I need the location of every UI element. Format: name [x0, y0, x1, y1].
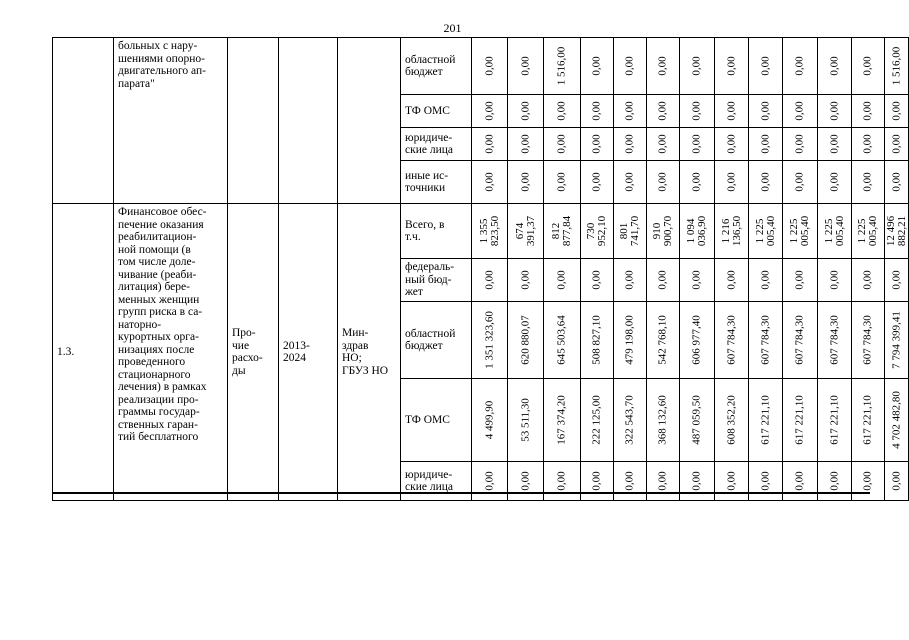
value-text: 1 094 036,90: [685, 215, 708, 247]
description-text: Финансовое обес- печение оказания реабилитацион- ной помощи (в том числе доле- чивание (реаби- литация) бере- менных женщин групп риска в са- наторно- курортных орга- низациях после проведенного стационарного лечения) в рамках реализации про- граммы государ- ственных гаран- тий бесплатного: [118, 206, 207, 443]
value-cell: [472, 259, 508, 302]
value-cell: [680, 128, 715, 161]
value-text: 606 977,40: [690, 315, 703, 365]
value-cell: [783, 204, 818, 259]
value-cell: [818, 38, 852, 95]
value-cell: [614, 259, 647, 302]
value-text: 0,00: [828, 134, 840, 154]
value-cell: [472, 204, 508, 259]
source-cell: [401, 462, 472, 501]
value-text: 0,00: [555, 471, 568, 491]
value-text: 0,00: [590, 172, 603, 192]
value-text: 910 900,70: [651, 215, 674, 247]
value-text: 0,00: [861, 134, 874, 154]
budget-table: [52, 37, 909, 501]
value-text: 0,00: [861, 56, 874, 76]
value-cell: [472, 128, 508, 161]
value-cell: [614, 462, 647, 501]
source-cell: [401, 38, 472, 95]
value-cell: [749, 259, 783, 302]
value-cell: [885, 161, 909, 204]
value-cell: [581, 128, 614, 161]
value-cell: [508, 204, 544, 259]
value-cell: [647, 462, 680, 501]
value-cell: [614, 161, 647, 204]
value-text: 0,00: [890, 134, 902, 154]
value-text: 1 225 005,40: [753, 215, 777, 247]
value-cell: [852, 38, 885, 95]
period-text: 2013- 2024: [283, 339, 310, 364]
value-text: 0,00: [725, 270, 737, 290]
value-cell: [508, 38, 544, 95]
value-cell: [852, 259, 885, 302]
value-cell: [680, 302, 715, 379]
value-text: 4 499,90: [483, 400, 495, 440]
value-cell: [544, 302, 581, 379]
value-cell: [715, 95, 749, 128]
value-cell: [614, 128, 647, 161]
value-cell: [680, 379, 715, 462]
value-text: 0,00: [483, 471, 495, 491]
value-text: 0,00: [793, 56, 806, 76]
description-cell: [114, 204, 228, 501]
value-text: 607 784,30: [725, 315, 737, 365]
value-text: 0,00: [519, 172, 531, 192]
value-text: 0,00: [623, 270, 636, 290]
value-text: 645 503,64: [555, 315, 568, 365]
value-text: 479 198,00: [623, 315, 636, 365]
value-cell: [885, 204, 909, 259]
value-cell: [852, 204, 885, 259]
value-text: 0,00: [861, 270, 874, 290]
value-text: 0,00: [759, 270, 771, 290]
value-text: 0,00: [623, 471, 636, 491]
value-cell: [508, 95, 544, 128]
value-text: 0,00: [690, 101, 703, 121]
value-text: 368 132,60: [656, 395, 669, 445]
value-text: 1 225 005,40: [788, 215, 811, 247]
value-text: 0,00: [725, 134, 737, 154]
value-text: 0,00: [590, 471, 603, 491]
value-cell: [852, 161, 885, 204]
value-text: 0,00: [690, 270, 703, 290]
value-cell: [508, 302, 544, 379]
value-cell: [614, 379, 647, 462]
value-text: 0,00: [483, 56, 495, 76]
value-cell: [680, 95, 715, 128]
value-text: 620 880,07: [519, 315, 531, 365]
value-cell: [818, 302, 852, 379]
value-text: 0,00: [656, 56, 669, 76]
value-cell: [885, 95, 909, 128]
value-cell: [818, 204, 852, 259]
value-text: 4 702 482,80: [890, 391, 902, 449]
value-cell: [749, 462, 783, 501]
expense-type-cell: [228, 38, 279, 204]
value-cell: [581, 462, 614, 501]
value-cell: [647, 161, 680, 204]
value-cell: [852, 462, 885, 501]
value-text: 0,00: [623, 56, 636, 76]
value-text: 0,00: [623, 134, 636, 154]
item-number: 1.3.: [57, 345, 75, 358]
value-cell: [783, 95, 818, 128]
expense-type-cell: [228, 204, 279, 501]
value-text: 674 391,37: [513, 215, 537, 247]
value-text: 1 355 823,50: [477, 215, 501, 247]
value-cell: [472, 38, 508, 95]
value-cell: [614, 204, 647, 259]
value-cell: [715, 204, 749, 259]
value-text: 0,00: [519, 270, 531, 290]
value-text: 0,00: [555, 134, 568, 154]
value-text: 0,00: [656, 471, 669, 491]
executor-cell: [338, 38, 401, 204]
value-text: 0,00: [759, 172, 771, 192]
value-cell: [749, 302, 783, 379]
value-cell: [544, 38, 581, 95]
value-text: 0,00: [759, 471, 771, 491]
source-cell: [401, 161, 472, 204]
value-cell: [783, 38, 818, 95]
value-cell: [749, 38, 783, 95]
source-label: юридиче- ские лица: [405, 468, 453, 493]
value-text: 0,00: [590, 56, 603, 76]
description-cell: [114, 38, 228, 204]
value-cell: [783, 302, 818, 379]
value-text: 0,00: [519, 101, 531, 121]
value-text: 53 511,30: [519, 398, 531, 442]
value-cell: [472, 95, 508, 128]
value-cell: [647, 302, 680, 379]
table-row: [53, 38, 909, 95]
value-text: 167 374,20: [555, 395, 568, 445]
value-cell: [647, 259, 680, 302]
value-text: 0,00: [725, 56, 737, 76]
value-cell: [544, 379, 581, 462]
value-text: 0,00: [828, 172, 840, 192]
value-text: 0,00: [725, 101, 737, 121]
value-text: 322 543,70: [623, 395, 636, 445]
page-number: 201: [443, 21, 462, 35]
value-cell: [818, 259, 852, 302]
value-text: 0,00: [590, 270, 603, 290]
value-cell: [749, 379, 783, 462]
value-cell: [508, 462, 544, 501]
value-cell: [715, 128, 749, 161]
value-cell: [581, 302, 614, 379]
value-cell: [715, 462, 749, 501]
value-text: 607 784,30: [759, 315, 771, 365]
value-cell: [544, 161, 581, 204]
value-cell: [581, 259, 614, 302]
value-text: 607 784,30: [861, 315, 874, 365]
number-cell: [53, 38, 114, 204]
number-cell: [53, 204, 114, 501]
value-text: 0,00: [656, 172, 669, 192]
value-text: 1 516,00: [890, 46, 902, 86]
value-cell: [852, 128, 885, 161]
source-label: областной бюджет: [405, 327, 456, 352]
source-cell: [401, 128, 472, 161]
value-cell: [783, 462, 818, 501]
value-text: 607 784,30: [793, 315, 806, 365]
value-cell: [581, 38, 614, 95]
value-cell: [749, 95, 783, 128]
source-label: областной бюджет: [405, 53, 456, 78]
value-cell: [614, 38, 647, 95]
value-text: 0,00: [483, 172, 495, 192]
value-text: 0,00: [793, 172, 806, 192]
value-text: 0,00: [590, 134, 603, 154]
value-text: 0,00: [656, 270, 669, 290]
source-label: ТФ ОМС: [405, 104, 450, 117]
value-text: 0,00: [861, 172, 874, 192]
value-cell: [647, 128, 680, 161]
value-cell: [818, 462, 852, 501]
executor-cell: [338, 204, 401, 501]
value-cell: [581, 95, 614, 128]
value-text: 730 952,10: [585, 215, 608, 247]
value-text: 1 225 005,40: [822, 215, 846, 247]
value-cell: [544, 259, 581, 302]
value-cell: [581, 379, 614, 462]
value-cell: [614, 302, 647, 379]
value-cell: [508, 161, 544, 204]
value-cell: [680, 259, 715, 302]
value-cell: [885, 128, 909, 161]
value-text: 0,00: [656, 101, 669, 121]
value-text: 0,00: [759, 101, 771, 121]
value-cell: [508, 379, 544, 462]
value-text: 812 877,84: [550, 215, 573, 247]
value-text: 0,00: [861, 101, 874, 121]
value-text: 0,00: [793, 101, 806, 121]
value-cell: [818, 128, 852, 161]
value-text: 0,00: [793, 134, 806, 154]
description-text: больных с нару- шениями опорно- двигательного ап- парата": [118, 40, 206, 90]
value-text: 0,00: [690, 172, 703, 192]
value-text: 0,00: [483, 134, 495, 154]
value-text: 1 351 323,60: [483, 311, 495, 369]
value-cell: [544, 462, 581, 501]
source-label: ТФ ОМС: [405, 413, 450, 426]
table-bottom-border: [52, 492, 870, 494]
value-cell: [783, 379, 818, 462]
value-text: 0,00: [890, 270, 902, 290]
value-text: 0,00: [483, 101, 495, 121]
value-text: 0,00: [690, 56, 703, 76]
value-cell: [783, 161, 818, 204]
source-cell: [401, 95, 472, 128]
value-cell: [783, 128, 818, 161]
source-label: юридиче- ские лица: [405, 131, 453, 156]
value-text: 608 352,20: [725, 395, 737, 445]
source-label: федераль- ный бюд- жет: [405, 261, 455, 299]
value-cell: [749, 161, 783, 204]
source-label: иные ис- точники: [405, 169, 449, 194]
value-text: 0,00: [555, 101, 568, 121]
executor-text: Мин- здрав НО; ГБУЗ НО: [342, 327, 389, 377]
value-text: 487 059,50: [690, 395, 703, 445]
value-text: 0,00: [656, 134, 669, 154]
value-cell: [647, 38, 680, 95]
value-text: 0,00: [519, 56, 531, 76]
expense-type-text: Про- чие расхо- ды: [232, 327, 263, 377]
value-text: 0,00: [828, 471, 840, 491]
value-text: 0,00: [828, 270, 840, 290]
value-cell: [472, 462, 508, 501]
source-cell: [401, 379, 472, 462]
value-text: 1 216 136,50: [719, 215, 743, 247]
value-cell: [885, 38, 909, 95]
table-row: [53, 204, 909, 259]
value-text: 0,00: [555, 270, 568, 290]
value-text: 0,00: [828, 56, 840, 76]
source-label: Всего, в т.ч.: [405, 218, 445, 243]
value-cell: [680, 161, 715, 204]
value-text: 0,00: [890, 101, 902, 121]
value-text: 0,00: [725, 172, 737, 192]
value-text: 617 221,10: [861, 395, 874, 445]
value-text: 0,00: [555, 172, 568, 192]
value-cell: [647, 204, 680, 259]
value-text: 617 221,10: [828, 395, 840, 445]
value-text: 0,00: [519, 134, 531, 154]
value-cell: [749, 128, 783, 161]
value-text: 617 221,10: [759, 395, 771, 445]
value-cell: [852, 379, 885, 462]
value-cell: [783, 259, 818, 302]
source-cell: [401, 204, 472, 259]
value-cell: [818, 379, 852, 462]
value-text: 0,00: [759, 134, 771, 154]
value-text: 0,00: [725, 471, 737, 491]
value-text: 7 794 399,41: [890, 311, 902, 369]
value-text: 801 741,70: [618, 215, 641, 247]
value-text: 1 225 005,40: [856, 215, 879, 247]
value-cell: [818, 95, 852, 128]
value-text: 0,00: [793, 471, 806, 491]
value-cell: [885, 379, 909, 462]
value-text: 0,00: [690, 134, 703, 154]
value-cell: [581, 161, 614, 204]
value-cell: [647, 95, 680, 128]
value-text: 0,00: [623, 101, 636, 121]
value-text: 508 827,10: [590, 315, 603, 365]
value-text: 0,00: [793, 270, 806, 290]
value-text: 0,00: [590, 101, 603, 121]
value-cell: [544, 204, 581, 259]
value-cell: [818, 161, 852, 204]
value-cell: [472, 302, 508, 379]
value-text: 0,00: [483, 270, 495, 290]
value-cell: [647, 379, 680, 462]
value-cell: [544, 128, 581, 161]
value-text: 0,00: [519, 471, 531, 491]
period-cell: [279, 204, 338, 501]
source-cell: [401, 302, 472, 379]
value-cell: [472, 161, 508, 204]
value-cell: [715, 161, 749, 204]
value-cell: [544, 95, 581, 128]
value-text: 0,00: [759, 56, 771, 76]
value-cell: [680, 38, 715, 95]
value-cell: [472, 379, 508, 462]
value-cell: [680, 462, 715, 501]
value-text: 617 221,10: [793, 395, 806, 445]
value-cell: [749, 204, 783, 259]
value-text: 0,00: [890, 471, 902, 491]
value-text: 0,00: [861, 471, 874, 491]
value-text: 12 496 882,21: [884, 215, 908, 247]
source-cell: [401, 259, 472, 302]
value-cell: [885, 259, 909, 302]
value-cell: [715, 259, 749, 302]
value-cell: [508, 259, 544, 302]
value-text: 0,00: [623, 172, 636, 192]
value-cell: [885, 302, 909, 379]
value-cell: [715, 379, 749, 462]
value-text: 542 768,10: [656, 315, 669, 365]
value-cell: [715, 38, 749, 95]
value-text: 1 516,00: [555, 46, 568, 86]
value-text: 0,00: [828, 101, 840, 121]
value-cell: [508, 128, 544, 161]
value-cell: [885, 462, 909, 501]
value-text: 222 125,00: [590, 395, 603, 445]
value-text: 0,00: [890, 172, 902, 192]
value-text: 607 784,30: [828, 315, 840, 365]
value-cell: [680, 204, 715, 259]
value-cell: [852, 302, 885, 379]
value-cell: [715, 302, 749, 379]
value-cell: [614, 95, 647, 128]
period-cell: [279, 38, 338, 204]
value-text: 0,00: [690, 471, 703, 491]
value-cell: [852, 95, 885, 128]
value-cell: [581, 204, 614, 259]
